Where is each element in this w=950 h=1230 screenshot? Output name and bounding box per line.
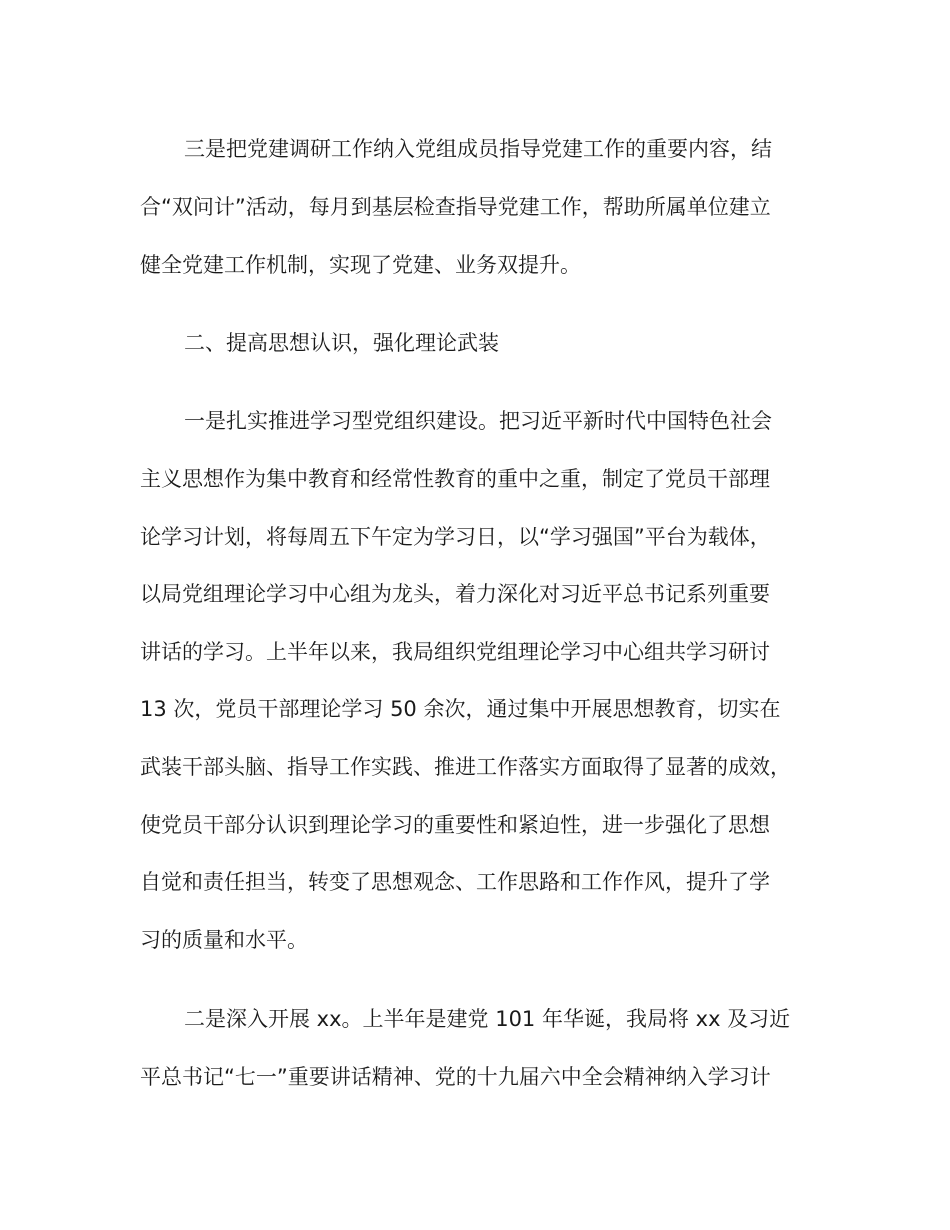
paragraph-2-line-9: 自觉和责任担当，转变了思想观念、工作思路和工作作风，提升了学 [140,870,770,894]
paragraph-3-line-2: 平总书记“七一”重要讲话精神、党的十九届六中全会精神纳入学习计 [140,1065,771,1089]
paragraph-2-line-10: 习的质量和水平。 [140,928,308,952]
paragraph-1-line-3: 健全党建工作机制，实现了党建、业务双提升。 [140,253,581,277]
paragraph-3-line-1: 二是深入开展 xx。上半年是建党 101 年华诞，我局将 xx 及习近 [184,1007,791,1031]
paragraph-2-line-5: 讲话的学习。上半年以来，我局组织党组理论学习中心组共学习研讨 [140,640,770,664]
paragraph-1-line-2: 合“双问计”活动，每月到基层检查指导党建工作，帮助所属单位建立 [140,195,771,219]
section-heading: 二、提高思想认识，强化理论武装 [184,331,499,355]
paragraph-2-line-4: 以局党组理论学习中心组为龙头，着力深化对习近平总书记系列重要 [140,582,770,606]
paragraph-2-line-7: 武装干部头脑、指导工作实践、推进工作落实方面取得了显著的成效， [140,755,791,779]
paragraph-2-line-1: 一是扎实推进学习型党组织建设。把习近平新时代中国特色社会 [184,409,772,433]
paragraph-2-line-6: 13 次，党员干部理论学习 50 余次，通过集中开展思想教育，切实在 [140,697,781,721]
paragraph-1-line-1: 三是把党建调研工作纳入党组成员指导党建工作的重要内容，结 [184,137,772,161]
paragraph-2-line-2: 主义思想作为集中教育和经常性教育的重中之重，制定了党员干部理 [140,467,770,491]
paragraph-2-line-3: 论学习计划，将每周五下午定为学习日，以“学习强国”平台为载体， [140,525,771,549]
paragraph-2-line-8: 使党员干部分认识到理论学习的重要性和紧迫性，进一步强化了思想 [140,813,770,837]
